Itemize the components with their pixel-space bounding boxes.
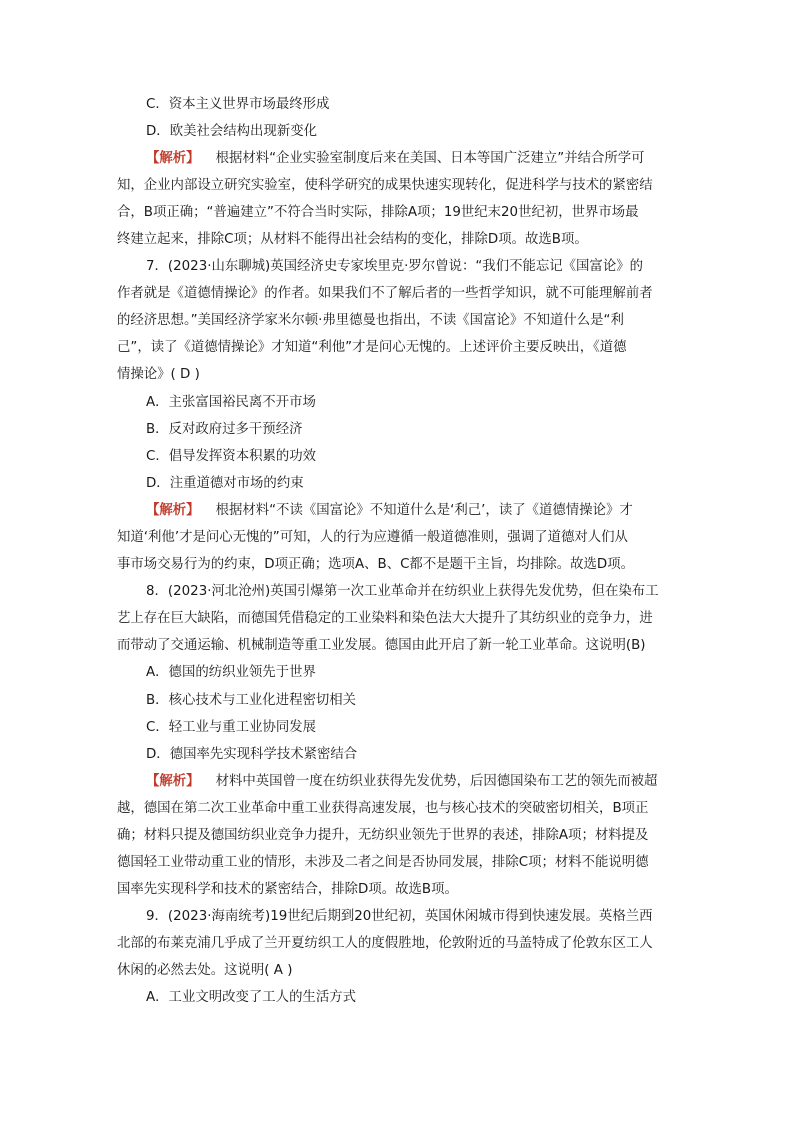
q7-option-a: A．主张富国裕民离不开市场 [146,395,316,410]
q9-option-a: A．工业文明改变了工人的生活方式 [146,990,357,1005]
q7-option-d: D．注重道德对市场的约束 [146,476,304,491]
q7-analysis-line [146,502,714,520]
q8-stem-line: 而带动了交通运输、机械制造等重工业发展。德国由此开启了新一轮工业革命。这说明(B) [117,638,646,653]
q7-stem-line: 己”，读了《道德情操论》才知道“利他”才是问心无愧的。上述评价主要反映出，《道德 [117,340,627,355]
q8-option-b: B．核心技术与工业化进程密切相关 [146,693,357,708]
q8-analysis-line: 德国轻工业带动重工业的情形，未涉及二者之间是否协同发展，排除C项；材料不能说明德 [117,855,649,870]
q7-stem-line: 作者就是《道德情操论》的作者。如果我们不了解后者的一些哲学知识，就不可能理解前者 [117,286,653,301]
q8-stem-line: 艺上存在巨大缺陷，而德国凭借稳定的工业染料和染色法大大提升了其纺织业的竞争力，进 [117,611,653,626]
analysis-label: 【解析】 [146,503,200,518]
q8-analysis-line: 越，德国在第二次工业革命中重工业获得高速发展，也与核心技术的突破密切相关，B项正 [117,801,649,816]
q8-option-a: A．德国的纺织业领先于世界 [146,665,316,680]
q8-stem-line: 8．(2023·河北沧州)英国引爆第一次工业革命并在纺织业上获得先发优势，但在染布工 [146,584,659,599]
q7-option-c: C．倡导发挥资本积累的功效 [146,449,317,464]
analysis-label: 【解析】 [146,774,200,789]
q7-option-b: B．反对政府过多干预经济 [146,422,303,437]
q7-stem-line: 的经济思想。”美国经济学家米尔顿·弗里德曼也指出，不读《国富论》不知道什么是“利 [117,313,624,328]
analysis-label: 【解析】 [146,151,200,166]
q7-stem-line: 7．(2023·山东聊城)英国经济史专家埃里克·罗尔曾说：“我们不能忘记《国富论》的 [146,259,643,274]
q6-analysis-line: 终建立起来，排除C项；从材料不能得出社会结构的变化，排除D项。故选B项。 [117,232,588,247]
q6-option-c: C．资本主义世界市场最终形成 [146,97,330,112]
q8-analysis-line [146,773,714,791]
q7-analysis-line: 知道‘利他’才是问心无愧的”可知，人的行为应遵循一般道德准则，强调了道德对人们从 [117,530,628,545]
q6-analysis-line: 合，B项正确；“普遍建立”不符合当时实际，排除A项；19世纪末20世纪初，世界市场最 [117,205,639,220]
q7-stem-line: 情操论》( D ) [117,367,200,382]
q7-analysis-line: 事市场交易行为的约束，D项正确；选项A、B、C都不是题干主旨，均排除。故选D项。 [117,557,634,572]
q6-analysis-line [146,150,714,168]
q8-analysis-line: 国率先实现科学和技术的紧密结合，排除D项。故选B项。 [117,882,458,897]
q8-option-c: C．轻工业与重工业协同发展 [146,720,317,735]
analysis-text: 根据材料“企业实验室制度后来在美国、日本等国广泛建立”并结合所学可 [215,151,645,166]
q8-analysis-line: 确；材料只提及德国纺织业竞争力提升，无纺织业领先于世界的表述，排除A项；材料提及 [117,828,649,843]
q9-stem-line: 9．(2023·海南统考)19世纪后期到20世纪初，英国休闲城市得到快速发展。英格兰西 [146,909,653,924]
analysis-text: 根据材料“不读《国富论》不知道什么是‘利己’，读了《道德情操论》才 [215,503,633,518]
q8-option-d: D．德国率先实现科学技术紧密结合 [146,747,358,762]
analysis-text: 材料中英国曾一度在纺织业获得先发优势，后因德国染布工艺的领先而被超 [215,774,658,789]
q9-stem-line: 北部的布莱克浦几乎成了兰开夏纺织工人的度假胜地，伦敦附近的马盖特成了伦敦东区工人 [117,936,653,951]
q6-option-d: D．欧美社会结构出现新变化 [146,124,317,139]
q9-stem-line: 休闲的必然去处。这说明( A ) [117,963,293,978]
q6-analysis-line: 知，企业内部设立研究实验室，使科学研究的成果快速实现转化，促进科学与技术的紧密结 [117,178,653,193]
